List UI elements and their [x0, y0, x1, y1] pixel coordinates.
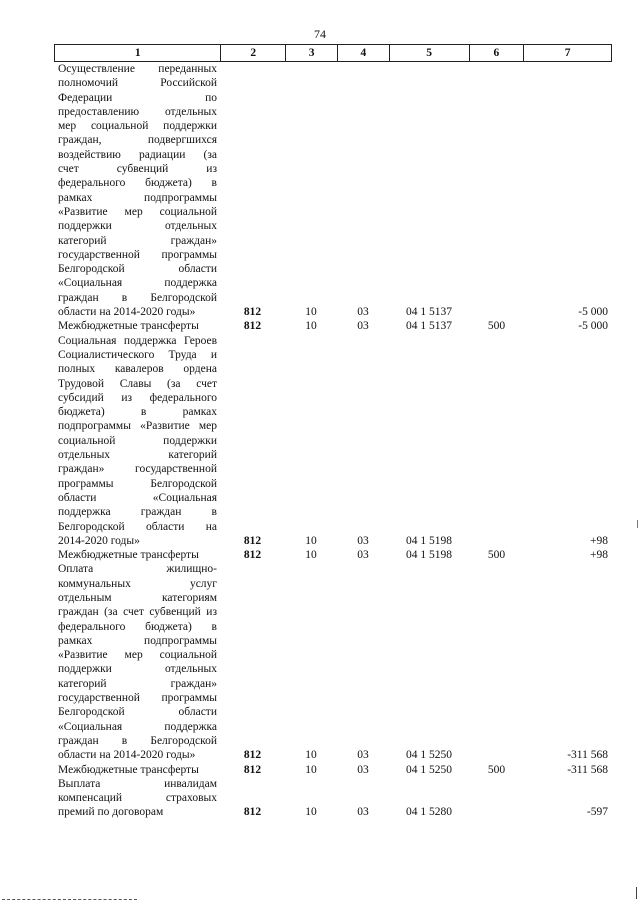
row-subsection: 03: [357, 534, 369, 547]
row-description: [54, 62, 220, 319]
budget-table: [54, 44, 612, 820]
row-section: 10: [305, 549, 317, 562]
row-section: 10: [305, 749, 317, 762]
row-subsection: 03: [357, 806, 369, 819]
description-line: Федерации по: [58, 91, 217, 104]
description-line: Белгородской области: [58, 706, 217, 719]
table-row: [54, 319, 612, 333]
row-description: [54, 763, 220, 777]
row-subsection: 03: [357, 763, 369, 776]
description-line: рамках подпрограммы: [58, 191, 217, 204]
row-amount: +98: [590, 534, 608, 547]
description-line: отдельным категориям: [58, 591, 217, 604]
row-description: [54, 548, 220, 562]
row-target-article: 04 1 5250: [406, 749, 452, 762]
header-col-2: 2: [220, 45, 285, 61]
row-subsection: 03: [357, 320, 369, 333]
description-line: поддержки отдельных: [58, 220, 217, 233]
description-line: поддержки отдельных: [58, 663, 217, 676]
description-line: категорий граждан»: [58, 234, 217, 247]
row-amount: -597: [586, 806, 608, 819]
description-line: Трудовой Славы (за счет: [58, 377, 217, 390]
description-line: рамках подпрограммы: [58, 634, 217, 647]
table-row: [54, 62, 612, 319]
description-line: граждан в Белгородской: [58, 734, 217, 747]
table-row: [54, 777, 612, 820]
table-row: [54, 763, 612, 777]
description-line: граждан в Белгородской: [58, 291, 217, 304]
description-line: полных кавалеров ордена: [58, 363, 217, 376]
row-section: 10: [305, 320, 317, 333]
table-body: [54, 62, 612, 820]
description-line: 2014-2020 годы»: [58, 534, 140, 547]
row-section: 10: [305, 534, 317, 547]
description-line: федерального бюджета) в: [58, 177, 217, 190]
description-line: «Социальная поддержка: [58, 720, 217, 733]
description-line: программы Белгородской: [58, 477, 217, 490]
footer-divider: [2, 899, 137, 900]
row-subsection: 03: [357, 306, 369, 319]
table-row: [54, 562, 612, 762]
row-ministry-code: 812: [243, 534, 262, 547]
row-ministry-code: 812: [243, 763, 262, 776]
row-expense-type: 500: [487, 549, 506, 562]
row-description: [54, 334, 220, 548]
row-expense-type: 500: [487, 763, 506, 776]
description-line: Межбюджетные трансферты: [58, 320, 199, 333]
row-target-article: 04 1 5137: [406, 320, 452, 333]
table-row: [54, 334, 612, 548]
row-amount: +98: [590, 549, 608, 562]
description-line: Межбюджетные трансферты: [58, 549, 199, 562]
row-ministry-code: 812: [243, 320, 262, 333]
description-line: воздействию радиации (за: [58, 148, 217, 161]
description-line: полномочий Российской: [58, 77, 217, 90]
scan-mark-corner: [636, 887, 637, 899]
row-ministry-code: 812: [243, 749, 262, 762]
table-header: [54, 44, 612, 62]
description-line: Выплата инвалидам: [58, 777, 217, 790]
description-line: Белгородской области: [58, 263, 217, 276]
description-line: граждан (за счет субвенций из: [58, 606, 217, 619]
description-line: бюджета) в рамках: [58, 406, 217, 419]
row-amount: -311 568: [567, 749, 608, 762]
description-line: граждан» государственной: [58, 463, 217, 476]
row-target-article: 04 1 5198: [406, 549, 452, 562]
row-ministry-code: 812: [243, 306, 262, 319]
header-col-6: 6: [469, 45, 524, 61]
description-line: премий по договорам: [58, 806, 164, 819]
row-amount: -311 568: [567, 763, 608, 776]
row-expense-type: 500: [487, 320, 506, 333]
description-line: области на 2014-2020 годы»: [58, 306, 196, 319]
description-line: предоставлению отдельных: [58, 105, 217, 118]
row-section: 10: [305, 763, 317, 776]
row-description: [54, 777, 220, 820]
row-amount: -5 000: [578, 320, 608, 333]
description-line: «Развитие мер социальной: [58, 205, 217, 218]
description-line: «Развитие мер социальной: [58, 649, 217, 662]
scan-mark: [637, 520, 638, 528]
description-line: субсидий из федерального: [58, 391, 217, 404]
row-subsection: 03: [357, 549, 369, 562]
description-line: поддержка граждан в: [58, 506, 217, 519]
description-line: области «Социальная: [58, 491, 217, 504]
description-line: государственной программы: [58, 692, 217, 705]
header-col-5: 5: [389, 45, 469, 61]
row-description: [54, 319, 220, 333]
description-line: мер социальной поддержки: [58, 120, 217, 133]
description-line: подпрограммы «Развитие мер: [58, 420, 217, 433]
row-section: 10: [305, 806, 317, 819]
description-line: граждан, подвергшихся: [58, 134, 217, 147]
row-target-article: 04 1 5137: [406, 306, 452, 319]
table-row: [54, 548, 612, 562]
page-number: 74: [314, 27, 326, 41]
row-target-article: 04 1 5198: [406, 534, 452, 547]
description-line: «Социальная поддержка: [58, 277, 217, 290]
description-line: коммунальных услуг: [58, 577, 217, 590]
description-line: Оплата жилищно-: [58, 563, 217, 576]
row-description: [54, 562, 220, 762]
header-col-4: 4: [337, 45, 389, 61]
description-line: социальной поддержки: [58, 434, 217, 447]
description-line: категорий граждан»: [58, 677, 217, 690]
description-line: отдельных категорий: [58, 449, 217, 462]
description-line: государственной программы: [58, 248, 217, 261]
row-ministry-code: 812: [243, 806, 262, 819]
row-ministry-code: 812: [243, 549, 262, 562]
description-line: Белгородской области на: [58, 520, 217, 533]
row-target-article: 04 1 5280: [406, 806, 452, 819]
description-line: области на 2014-2020 годы»: [58, 749, 196, 762]
description-line: Межбюджетные трансферты: [58, 763, 199, 776]
description-line: Социалистического Труда и: [58, 348, 217, 361]
row-subsection: 03: [357, 749, 369, 762]
header-col-3: 3: [285, 45, 337, 61]
description-line: счет субвенций из: [58, 163, 217, 176]
description-line: компенсаций страховых: [58, 792, 217, 805]
description-line: федерального бюджета) в: [58, 620, 217, 633]
row-target-article: 04 1 5250: [406, 763, 452, 776]
row-amount: -5 000: [578, 306, 608, 319]
header-col-1: 1: [134, 47, 141, 59]
header-col-7: 7: [523, 45, 611, 61]
row-section: 10: [305, 306, 317, 319]
description-line: Осуществление переданных: [58, 63, 217, 75]
description-line: Социальная поддержка Героев: [58, 334, 217, 347]
